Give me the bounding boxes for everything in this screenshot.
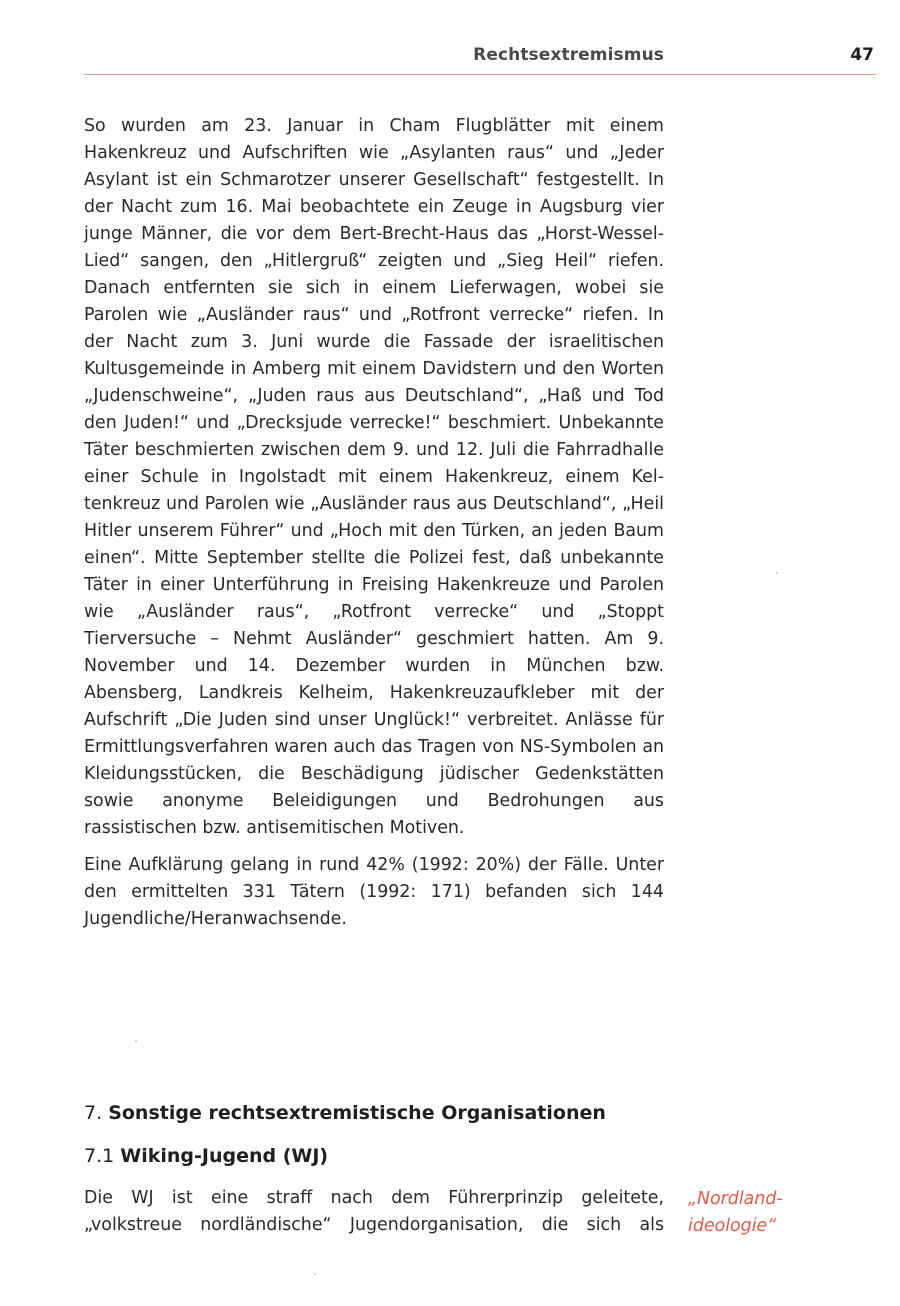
scan-speck [135, 1040, 137, 1042]
section-7-number: 7. [84, 1102, 103, 1124]
main-text-column [84, 113, 664, 933]
section-7-1-text [84, 1185, 664, 1239]
scan-speck [776, 572, 778, 574]
section-7-1-paragraph: Die WJ ist eine straff nach dem Führerprinzip geleitete, „volkstreue nordländische“ Jugendorganisation, die sich als [84, 1188, 664, 1235]
margin-note: „Nordland- ideologie“ [688, 1189, 783, 1236]
body-paragraph-2: Eine Aufklärung gelang in rund 42% (1992: 20%) der Fälle. Unter den ermittelten 331 Tätern (1992: 171) befanden sich 144 Jugendliche/Heranwachsende. [84, 855, 664, 929]
page-number: 47 [850, 45, 874, 65]
section-7-heading [84, 1101, 606, 1125]
section-7-1-title: Wiking-Jugend (WJ) [120, 1145, 329, 1167]
header-rule [84, 74, 876, 75]
body-paragraph-1: So wurden am 23. Januar in Cham Flugblätter mit einem Hakenkreuz und Aufschriften wie „Asylanten raus“ und „Jeder Asylant ist ein Schmarotzer unserer Gesellschaft“ festgestellt. In der Nacht zum 16. Mai beobachtete ein Zeuge in Augsburg vier junge Männer, die vor dem Bert-Brecht-Haus das „Horst-Wessel-Lied“ sangen, den „Hitlergruß“ zeigten und „Sieg Heil“ riefen. Danach entfernten sie sich in einem Lieferwagen, wobei sie Parolen wie „Ausländer raus“ und „Rotfront verrecke“ riefen. In der Nacht zum 3. Juni wurde die Fassade der israelitischen Kultusgemeinde in Amberg mit einem Davidstern und den Worten „Judenschweine“, „Juden raus aus Deutschland“, „Haß und Tod den Juden!“ und „Drecksjude verrecke!“ beschmiert. Unbekannte Täter beschmierten zwischen dem 9. und 12. Juli die Fahrradhalle einer Schule in Ingolstadt mit einem Hakenkreuz, einem Keltenkreuz und Parolen wie „Ausländer raus aus Deutschland“, „Heil Hitler unserem Führer“ und „Hoch mit den Türken, an jeden Baum einen“. Mitte September stellte die Polizei fest, daß unbekannte Täter in einer Unterführung in Freising Hakenkreuze und Parolen wie „Ausländer raus“, „Rotfront verrecke“ und „Stoppt Tierversuche – Nehmt Ausländer“ geschmiert hatten. Am 9. November und 14. Dezember wurden in München bzw. Abensberg, Landkreis Kelheim, Hakenkreuzaufkleber mit der Aufschrift „Die Juden sind unser Unglück!“ verbreitet. Anlässe für Ermittlungsverfahren waren auch das Tragen von NS-Symbolen an Kleidungsstücken, die Beschädigung jüdischer Gedenkstätten sowie anonyme Beleidigungen und Bedrohungen aus rassistischen bzw. antisemitischen Motiven. [84, 116, 664, 838]
section-7-title: Sonstige rechtsextremistische Organisationen [108, 1102, 606, 1124]
section-7-1-number: 7.1 [84, 1145, 115, 1167]
running-head-title: Rechtsextremismus [473, 45, 664, 65]
page-header [0, 0, 900, 80]
section-7-1-heading [84, 1144, 328, 1168]
scan-speck [314, 1273, 316, 1275]
